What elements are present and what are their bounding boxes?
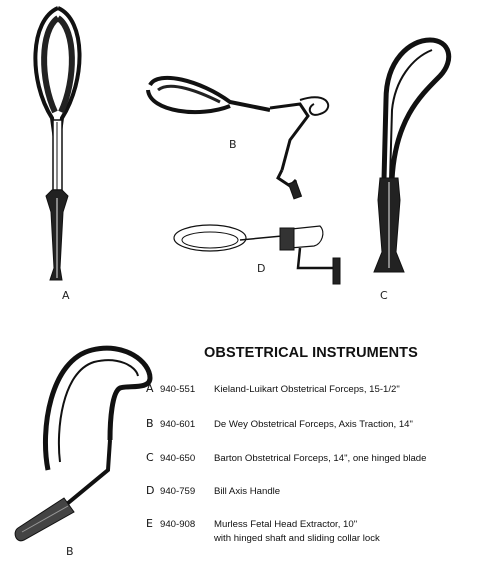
forceps-c-drawing <box>374 40 449 272</box>
figure-label-b: B <box>229 138 237 151</box>
axis-handle-d-drawing <box>174 225 340 284</box>
page-title: OBSTETRICAL INSTRUMENTS <box>204 345 418 361</box>
extractor-e-drawing <box>15 348 150 541</box>
item-description-continued: with hinged shaft and sliding collar lock <box>214 533 380 544</box>
item-number: 940-908 <box>160 519 196 530</box>
figure-label-b-bottom: B <box>66 545 74 558</box>
item-code: C <box>146 451 154 464</box>
forceps-b-drawing <box>148 78 328 199</box>
item-description: Bill Axis Handle <box>214 486 281 497</box>
item-code: B <box>146 417 154 430</box>
item-code: D <box>146 484 155 497</box>
item-number: 940-759 <box>160 486 196 497</box>
item-description: Murless Fetal Head Extractor, 10" <box>214 519 358 530</box>
item-description: De Wey Obstetrical Forceps, Axis Traction, 14" <box>214 419 413 430</box>
figure-label-a: A <box>62 289 70 302</box>
figure-label-c: C <box>380 289 388 302</box>
item-description: Barton Obstetrical Forceps, 14", one hinged blade <box>214 453 427 464</box>
figure-label-d: D <box>257 262 266 275</box>
item-number: 940-551 <box>160 384 196 395</box>
forceps-a-drawing <box>35 8 79 280</box>
item-number: 940-650 <box>160 453 196 464</box>
item-code: A <box>146 382 154 395</box>
item-description: Kieland-Luikart Obstetrical Forceps, 15-1/2" <box>214 384 400 395</box>
item-number: 940-601 <box>160 419 196 430</box>
item-code: E <box>146 517 153 530</box>
